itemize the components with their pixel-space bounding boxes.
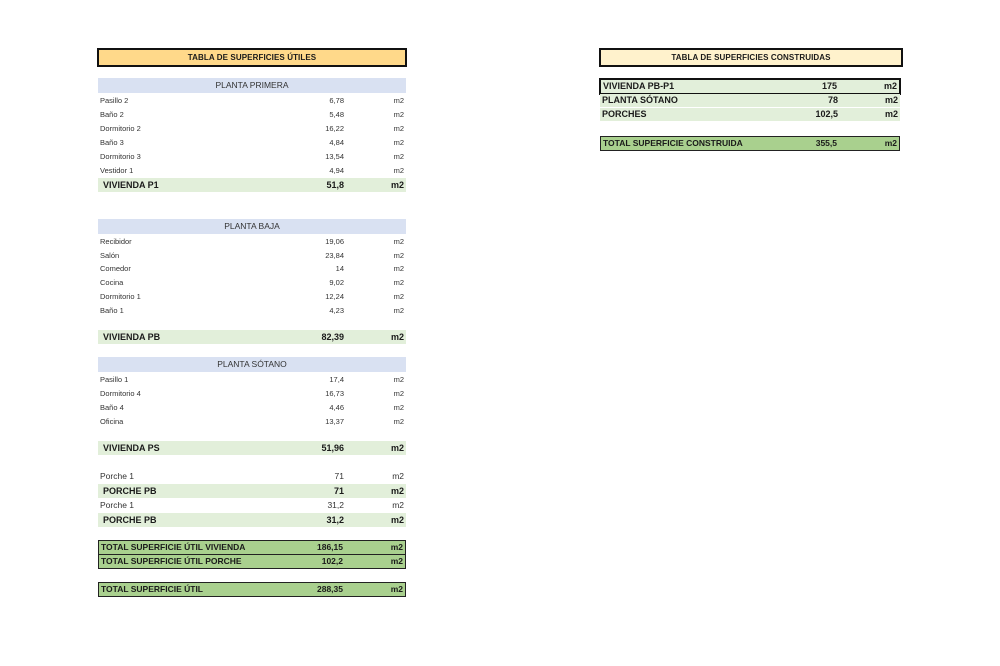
table-row (98, 401, 406, 414)
subtotal-label: VIVIENDA PS (103, 443, 160, 453)
total-label: TOTAL SUPERFICIE ÚTIL (101, 584, 204, 594)
row-unit: m2 (392, 500, 404, 510)
construidas-table-title: TABLA DE SUPERFICIES CONSTRUIDAS (599, 48, 903, 67)
row-value: 9,02 (329, 278, 344, 287)
row-unit: m2 (393, 166, 404, 175)
total-label: TOTAL SUPERFICIE CONSTRUIDA (603, 138, 743, 148)
subtotal-value: 51,8 (326, 180, 344, 190)
subtotal-row-vivienda-pb (98, 330, 406, 344)
row-label: Baño 1 (100, 306, 124, 315)
row-label: Porche 1 (100, 500, 135, 510)
subtotal-value: 31,2 (326, 515, 344, 525)
row-value: 23,84 (325, 251, 344, 260)
table-row (98, 94, 406, 107)
row-unit: m2 (393, 251, 404, 260)
row-unit: m2 (393, 96, 404, 105)
table-row (98, 304, 406, 317)
subtotal-unit: m2 (390, 180, 404, 190)
utiles-table-title: TABLA DE SUPERFICIES ÚTILES (97, 48, 407, 67)
row-unit: m2 (393, 417, 404, 426)
table-row (98, 373, 406, 386)
table-row (98, 136, 406, 149)
row-value: 13,37 (325, 417, 344, 426)
table-row (98, 387, 406, 400)
row-unit: m2 (393, 264, 404, 273)
row-value: 78 (827, 95, 838, 105)
subtotal-unit: m2 (390, 515, 404, 525)
row-label: PORCHES (602, 109, 647, 119)
row-unit: m2 (392, 471, 404, 481)
row-unit: m2 (393, 110, 404, 119)
table-row (98, 122, 406, 135)
table-row (98, 499, 406, 512)
total-value: 355,5 (815, 138, 837, 148)
section-header-planta-baja: PLANTA BAJA (98, 219, 406, 234)
row-label: VIVIENDA PB-P1 (603, 81, 675, 91)
total-unit: m2 (390, 584, 403, 594)
row-label: Pasillo 1 (100, 375, 129, 384)
total-row-util-porche (98, 554, 406, 569)
row-value: 17,4 (329, 375, 344, 384)
table-row (98, 290, 406, 303)
row-value: 6,78 (329, 96, 344, 105)
row-value: 4,94 (329, 166, 344, 175)
total-unit: m2 (390, 556, 403, 566)
row-value: 102,5 (815, 109, 838, 119)
row-label: PLANTA SÓTANO (602, 95, 678, 105)
row-label: Dormitorio 4 (100, 389, 141, 398)
table-row (98, 276, 406, 289)
row-label: Baño 2 (100, 110, 124, 119)
total-row-util-vivienda (98, 540, 406, 555)
table-row (98, 164, 406, 177)
table-row (98, 108, 406, 121)
row-unit: m2 (393, 292, 404, 301)
total-value: 102,2 (321, 556, 343, 566)
subtotal-value: 71 (333, 486, 344, 496)
table-row (98, 415, 406, 428)
row-value: 12,24 (325, 292, 344, 301)
subtotal-value: 82,39 (321, 332, 344, 342)
subtotal-value: 51,96 (321, 443, 344, 453)
subtotal-label: VIVIENDA PB (103, 332, 161, 342)
row-value: 4,84 (329, 138, 344, 147)
row-unit: m2 (393, 152, 404, 161)
row-unit: m2 (393, 375, 404, 384)
row-label: Salón (100, 251, 120, 260)
row-unit: m2 (393, 237, 404, 246)
construida-row-vivienda (599, 78, 901, 95)
total-row-construida (600, 136, 900, 151)
table-row (98, 262, 406, 275)
row-value: 4,46 (329, 403, 344, 412)
subtotal-row-vivienda-ps (98, 441, 406, 455)
table-row (98, 150, 406, 163)
grand-total-row-util (98, 582, 406, 597)
row-value: 16,22 (325, 124, 344, 133)
row-label: Dormitorio 3 (100, 152, 141, 161)
row-unit: m2 (393, 138, 404, 147)
row-value: 175 (821, 81, 837, 91)
total-label: TOTAL SUPERFICIE ÚTIL PORCHE (101, 556, 242, 566)
row-label: Baño 4 (100, 403, 124, 412)
row-value: 16,73 (325, 389, 344, 398)
total-unit: m2 (390, 542, 403, 552)
row-label: Comedor (100, 264, 131, 273)
row-unit: m2 (393, 124, 404, 133)
row-unit: m2 (393, 306, 404, 315)
row-unit: m2 (884, 109, 898, 119)
table-row (98, 470, 406, 483)
row-label: Dormitorio 2 (100, 124, 141, 133)
section-header-planta-sotano: PLANTA SÓTANO (98, 357, 406, 372)
row-value: 71 (334, 471, 344, 481)
row-label: Baño 3 (100, 138, 124, 147)
row-value: 19,06 (325, 237, 344, 246)
row-label: Oficina (100, 417, 124, 426)
total-label: TOTAL SUPERFICIE ÚTIL VIVIENDA (101, 542, 246, 552)
row-unit: m2 (884, 95, 898, 105)
total-value: 288,35 (317, 584, 343, 594)
row-unit: m2 (393, 389, 404, 398)
subtotal-unit: m2 (390, 332, 404, 342)
subtotal-unit: m2 (390, 486, 404, 496)
row-label: Porche 1 (100, 471, 135, 481)
row-unit: m2 (393, 278, 404, 287)
subtotal-label: PORCHE PB (103, 486, 157, 496)
subtotal-label: VIVIENDA P1 (103, 180, 159, 190)
row-label: Pasillo 2 (100, 96, 129, 105)
row-label: Dormitorio 1 (100, 292, 141, 301)
subtotal-row-porche-pb (98, 513, 406, 527)
row-value: 5,48 (329, 110, 344, 119)
table-row (98, 235, 406, 248)
subtotal-label: PORCHE PB (103, 515, 157, 525)
subtotal-row-vivienda-p1 (98, 178, 406, 192)
row-value: 13,54 (325, 152, 344, 161)
section-header-planta-primera: PLANTA PRIMERA (98, 78, 406, 93)
row-value: 14 (335, 264, 344, 273)
row-unit: m2 (883, 81, 897, 91)
row-value: 4,23 (329, 306, 344, 315)
table-row (98, 249, 406, 262)
row-value: 31,2 (327, 500, 344, 510)
total-unit: m2 (884, 138, 897, 148)
row-label: Cocina (100, 278, 124, 287)
row-unit: m2 (393, 403, 404, 412)
row-label: Recibidor (100, 237, 132, 246)
construida-row-porches (600, 108, 900, 121)
total-value: 186,15 (317, 542, 343, 552)
row-label: Vestidor 1 (100, 166, 134, 175)
subtotal-row-porche-pb (98, 484, 406, 498)
construida-row-sotano (600, 94, 900, 107)
subtotal-unit: m2 (390, 443, 404, 453)
